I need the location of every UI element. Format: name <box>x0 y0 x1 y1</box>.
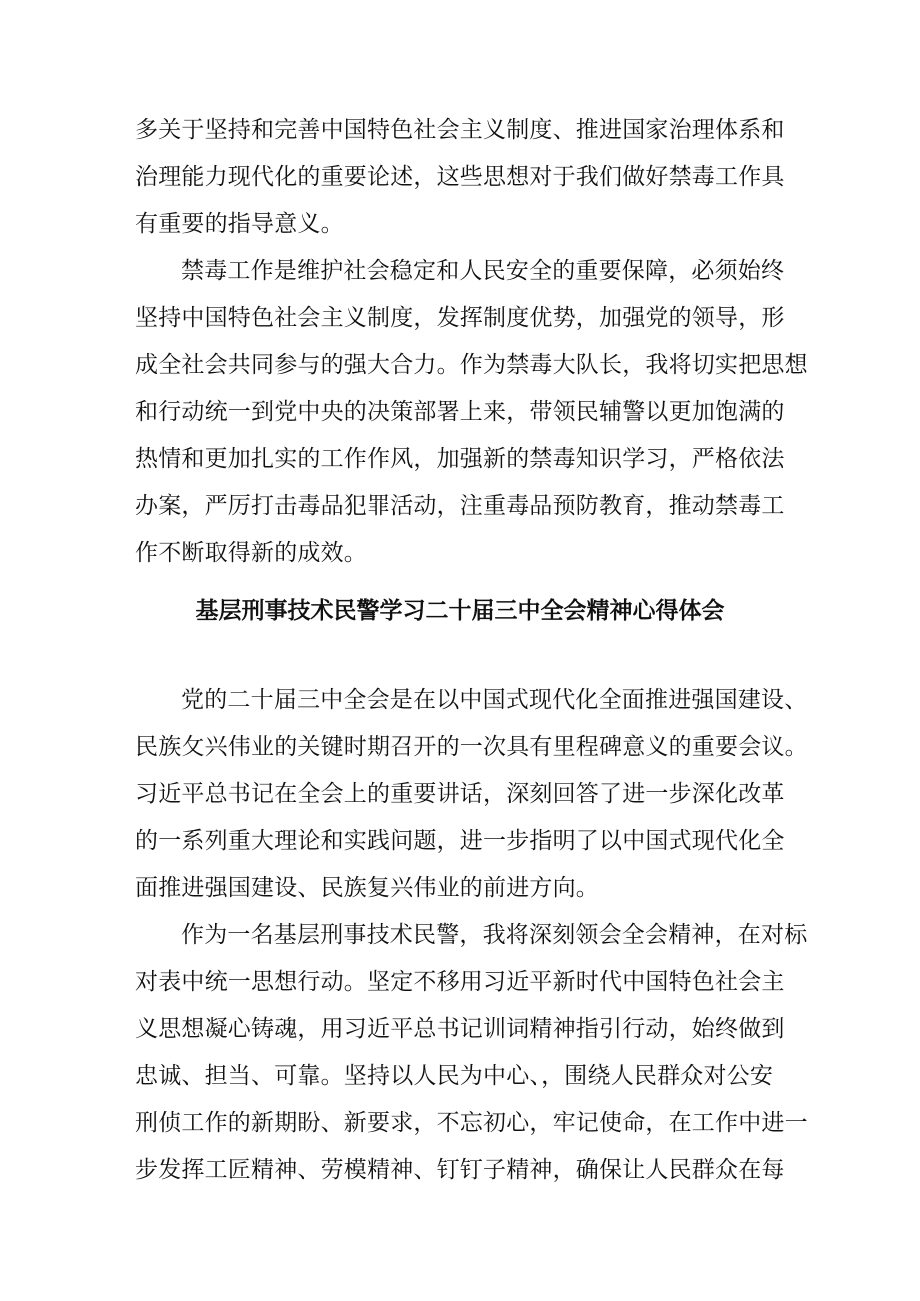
text-line: 办案，严厉打击毒品犯罪活动，注重毒品预防教育，推动禁毒工 <box>135 493 785 519</box>
text-line: 治理能力现代化的重要论述，这些思想对于我们做好禁毒工作具 <box>135 164 785 190</box>
section-1-body <box>135 107 808 577</box>
text-line: 面推进强国建设、民族复兴伟业的前进方向。 <box>135 875 599 901</box>
text-line: 步发挥工匠精神、劳模精神、钉钉子精神，确保让人民群众在每 <box>135 1157 785 1183</box>
text-line: 成全社会共同参与的强大合力。作为禁毒大队长，我将切实把思想 <box>135 352 808 378</box>
text-line: 习近平总书记在全会上的重要讲话，深刻回答了进一步深化改革 <box>135 781 785 807</box>
text-line: 的一系列重大理论和实践问题，进一步指明了以中国式现代化全 <box>135 828 785 854</box>
paragraph-start-line: 作为一名基层刑事技术民警，我将深刻领会全会精神，在对标 <box>181 922 808 948</box>
text-line: 忠诚、担当、可靠。坚持以人民为中心、，围绕人民群众对公安 <box>135 1063 774 1089</box>
section-2-body <box>135 677 808 1194</box>
paragraph-start-line: 禁毒工作是维护社会稳定和人民安全的重要保障，必须始终 <box>181 258 785 284</box>
text-line: 和行动统一到党中央的决策部署上来，带领民辅警以更加饱满的 <box>135 399 785 425</box>
text-line: 多关于坚持和完善中国特色社会主义制度、推进国家治理体系和 <box>135 117 785 143</box>
text-line: 坚持中国特色社会主义制度，发挥制度优势，加强党的领导，形 <box>135 305 785 331</box>
text-line: 有重要的指导意义。 <box>135 211 344 237</box>
paragraph-start-line: 党的二十届三中全会是在以中国式现代化全面推进强国建设、 <box>181 687 808 713</box>
section-heading: 基层刑事技术民警学习二十届三中全会精神心得体会 <box>195 598 725 624</box>
text-line: 民族攵兴伟业的关键时期召开的一次具有里程碑意义的重要会议。 <box>135 734 808 760</box>
text-line: 热情和更加扎实的工作作风，加强新的禁毒知识学习，严格依法 <box>135 446 785 472</box>
text-line: 义思想凝心铸魂，用习近平总书记训词精神指引行动，始终做到 <box>135 1016 785 1042</box>
text-line: 对表中统一思想行动。坚定不移用习近平新时代中国特色社会主 <box>135 969 785 995</box>
text-line: 作不断取得新的成效。 <box>135 540 367 566</box>
text-line: 刑侦工作的新期盼、新要求，不忘初心，牢记使命，在工作中进一 <box>135 1110 808 1136</box>
